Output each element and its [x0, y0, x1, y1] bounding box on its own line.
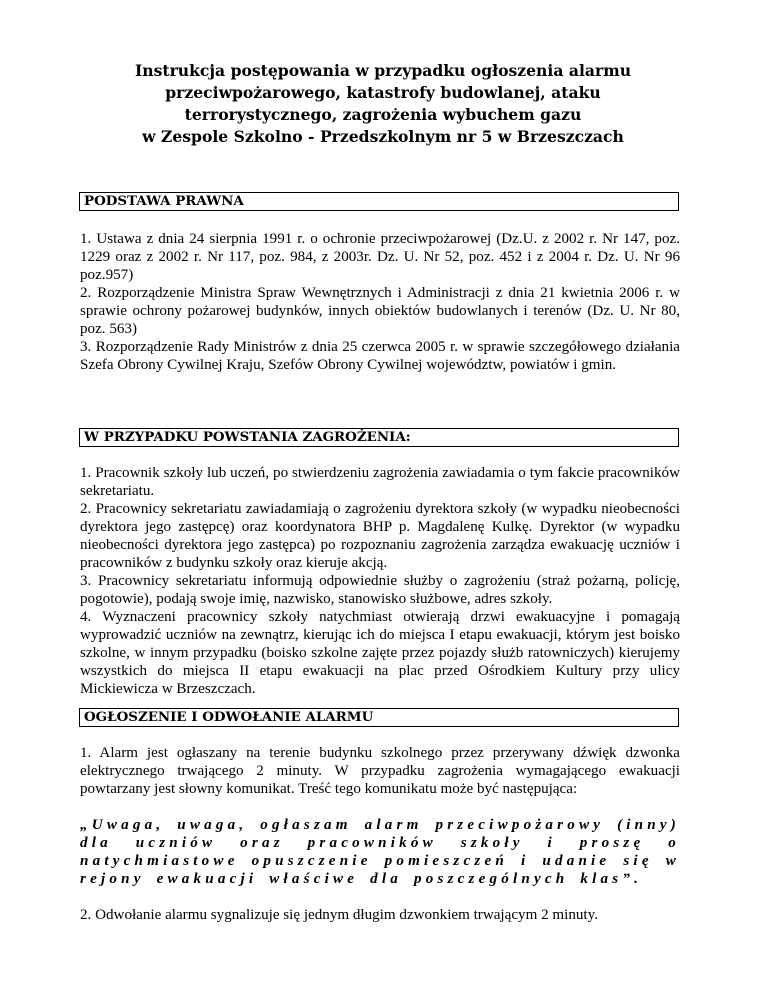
threat-item: 2. Pracownicy sekretariatu zawiadamiają o zagrożeniu dyrektora szkoły (w wypadku nieobecności dyrektora jego zastępcę) oraz koordynatora BHP p. Magdalenę Kulkę. Dyrektor (w wypadku nieobecności dyrektora jego zastępca) po rozpoznaniu zagrożenia zarządza ewakuację uczniów i pracowników z budynku szkoły oraz kieruje akcją. [80, 501, 680, 571]
legal-basis-item: 2. Rozporządzenie Ministra Spraw Wewnętrznych i Administracji z dnia 21 kwietnia 2006 r. w sprawie ochrony pożarowej budynków, innych obiektów budowlanych i terenów (Dz. U. Nr 80, poz. 563) [80, 285, 680, 337]
document-title [80, 60, 686, 148]
title-line: w Zespole Szkolno - Przedszkolnym nr 5 w Brzeszczach [142, 127, 624, 146]
alarm-cancel-text: 2. Odwołanie alarmu sygnalizuje się jednym długim dzwonkiem trwającym 2 minuty. [80, 907, 598, 923]
alarm-announcement-intro: 1. Alarm jest ogłaszany na terenie budynku szkolnego przez przerywany dźwięk dzwonka elektrycznego trwającego 2 minuty. W przypadku zagrożenia wymagającego ewakuacji powtarzany jest słowny komunikat. Treść tego komunikatu może być następująca: [80, 745, 680, 797]
title-line: terrorystycznego, zagrożenia wybuchem gazu [184, 105, 582, 124]
alarm-announcement: „Uwaga, uwaga, ogłaszam alarm przeciwpożarowy (inny) dla uczniów oraz pracowników szkoły i proszę o natychmiastowe opuszczenie pomieszczeń i udanie się w rejony ewakuacji właściwe dla poszczególnych klas”. [80, 817, 680, 887]
alarm-text [80, 744, 680, 924]
threat-item: 4. Wyznaczeni pracownicy szkoły natychmiast otwierają drzwi ewakuacyjne i pomagają wyprowadzić uczniów na zewnątrz, kierując ich do miejsca I etapu ewakuacji, którym jest boisko szkolne, w innym przypadku (boisko szkolne zajęte przez pojazdy służb ratowniczych) kierujemy wszystkich do miejsca II etapu ewakuacji na plac przed Ośrodkiem Kultury przy ulicy Mickiewicza w Brzeszczach. [80, 609, 680, 697]
threat-item: 1. Pracownik szkoły lub uczeń, po stwierdzeniu zagrożenia zawiadamia o tym fakcie pracowników sekretariatu. [80, 465, 680, 499]
threat-text [80, 464, 680, 698]
legal-basis-text [80, 230, 680, 374]
legal-basis-heading: PODSTAWA PRAWNA [79, 192, 679, 211]
alarm-heading: OGŁOSZENIE I ODWOŁANIE ALARMU [79, 708, 679, 727]
threat-heading: W PRZYPADKU POWSTANIA ZAGROŻENIA: [79, 428, 679, 447]
legal-basis-item: 1. Ustawa z dnia 24 sierpnia 1991 r. o ochronie przeciwpożarowej (Dz.U. z 2002 r. Nr 147, poz. 1229 oraz z 2002 r. Nr 117, poz. 984, z 2003r. Dz. U. Nr 52, poz. 452 i z 2004 r. Dz. U. Nr 96 poz.957) [80, 231, 680, 283]
threat-item: 3. Pracownicy sekretariatu informują odpowiednie służby o zagrożeniu (straż pożarną, policję, pogotowie), podają swoje imię, nazwisko, stanowisko służbowe, adres szkoły. [80, 573, 680, 607]
legal-basis-item: 3. Rozporządzenie Rady Ministrów z dnia 25 czerwca 2005 r. w sprawie szczegółowego działania Szefa Obrony Cywilnej Kraju, Szefów Obrony Cywilnej województw, powiatów i gmin. [80, 339, 680, 373]
title-line: Instrukcja postępowania w przypadku ogłoszenia alarmu [134, 61, 632, 80]
title-line: przeciwpożarowego, katastrofy budowlanej, ataku [165, 83, 601, 102]
